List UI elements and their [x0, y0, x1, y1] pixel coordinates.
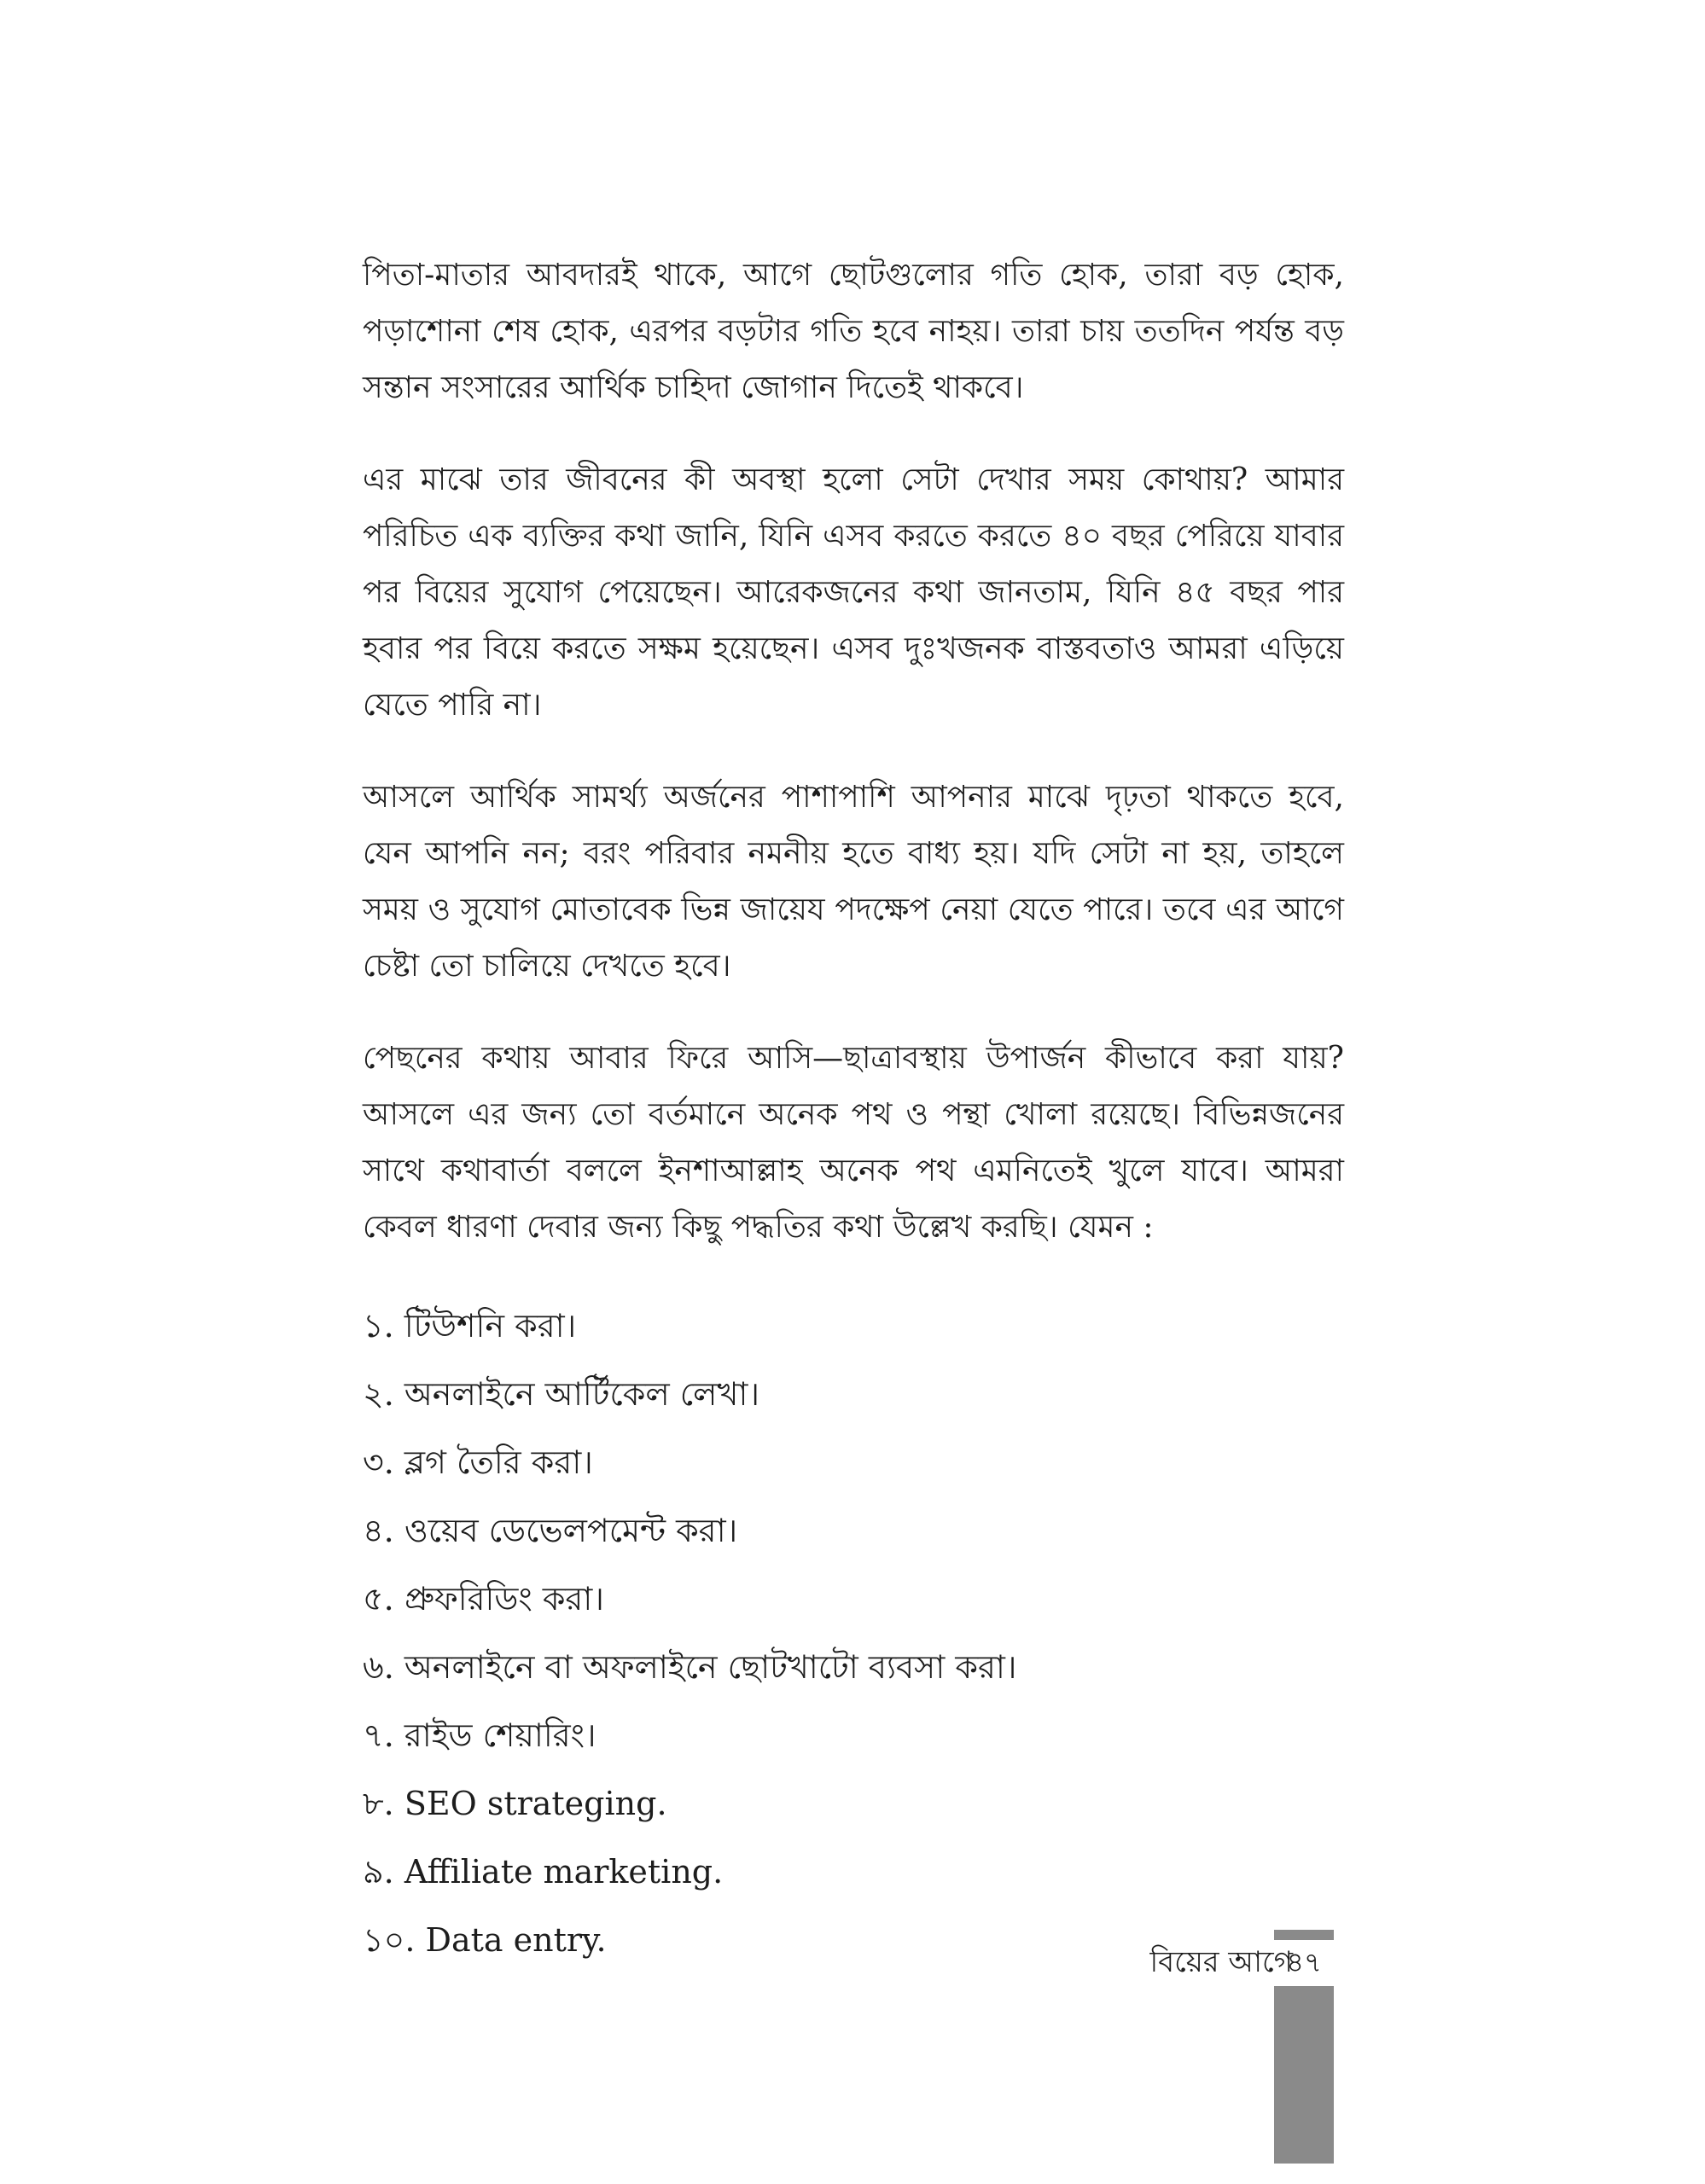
list-item: ১০. Data entry. [363, 1921, 607, 1959]
list-item: ৯. Affiliate marketing. [363, 1853, 724, 1891]
earning-methods-list [363, 1292, 1344, 1974]
list-item: ৫. প্রুফরিডিং করা। [363, 1580, 604, 1618]
thumb-tab-cap [1274, 1930, 1334, 1940]
thumb-tab-bar [1274, 1986, 1334, 2164]
running-title: বিয়ের আগে [1149, 1945, 1293, 1979]
list-item: ৪. ওয়েব ডেভেলপমেন্ট করা। [363, 1512, 738, 1549]
list-item: ৬. অনলাইনে বা অফলাইনে ছোটখাটো ব্যবসা করা। [363, 1648, 1017, 1686]
list-item: ৩. ব্লগ তৈরি করা। [363, 1443, 593, 1481]
list-item: ৭. রাইড শেয়ারিং। [363, 1716, 596, 1754]
page-number: ৪৭ [1286, 1946, 1322, 1978]
list-item: ৮. SEO strateging. [363, 1785, 667, 1822]
list-item: ১. টিউশনি করা। [363, 1307, 577, 1345]
list-item: ২. অনলাইনে আর্টিকেল লেখা। [363, 1375, 760, 1413]
paragraph-3: আসলে আর্থিক সামর্থ্য অর্জনের পাশাপাশি আপনার মাঝে দৃঢ়তা থাকতে হবে, যেন আপনি নন; বরং পরিবার নমনীয় হতে বাধ্য হয়। যদি সেটা না হয়, তাহলে সময় ও সুযোগ মোতাবেক ভিন্ন জায়েয পদক্ষেপ নেয়া যেতে পারে। তবে এর আগে চেষ্টা তো চালিয়ে দেখতে হবে। [363, 780, 1344, 984]
page-body [363, 247, 1344, 1974]
paragraph-4: পেছনের কথায় আবার ফিরে আসি—ছাত্রাবস্থায় উপার্জন কীভাবে করা যায়? আসলে এর জন্য তো বর্তমানে অনেক পথ ও পন্থা খোলা রয়েছে। বিভিন্নজনের সাথে কথাবার্তা বললে ইনশাআল্লাহ অনেক পথ এমনিতেই খুলে যাবে। আমরা কেবল ধারণা দেবার জন্য কিছু পদ্ধতির কথা উল্লেখ করছি। যেমন : [363, 1041, 1344, 1245]
paragraph-1: পিতা-মাতার আবদারই থাকে, আগে ছোটগুলোর গতি হোক, তারা বড় হোক, পড়াশোনা শেষ হোক, এরপর বড়টার গতি হবে নাহয়। তারা চায় ততদিন পর্যন্ত বড় সন্তান সংসারের আর্থিক চাহিদা জোগান দিতেই থাকবে। [363, 258, 1344, 405]
paragraph-2: এর মাঝে তার জীবনের কী অবস্থা হলো সেটা দেখার সময় কোথায়? আমার পরিচিত এক ব্যক্তির কথা জানি, যিনি এসব করতে করতে ৪০ বছর পেরিয়ে যাবার পর বিয়ের সুযোগ পেয়েছেন। আরেকজনের কথা জানতাম, যিনি ৪৫ বছর পার হবার পর বিয়ে করতে সক্ষম হয়েছেন। এসব দুঃখজনক বাস্তবতাও আমরা এড়িয়ে যেতে পারি না। [363, 462, 1344, 723]
